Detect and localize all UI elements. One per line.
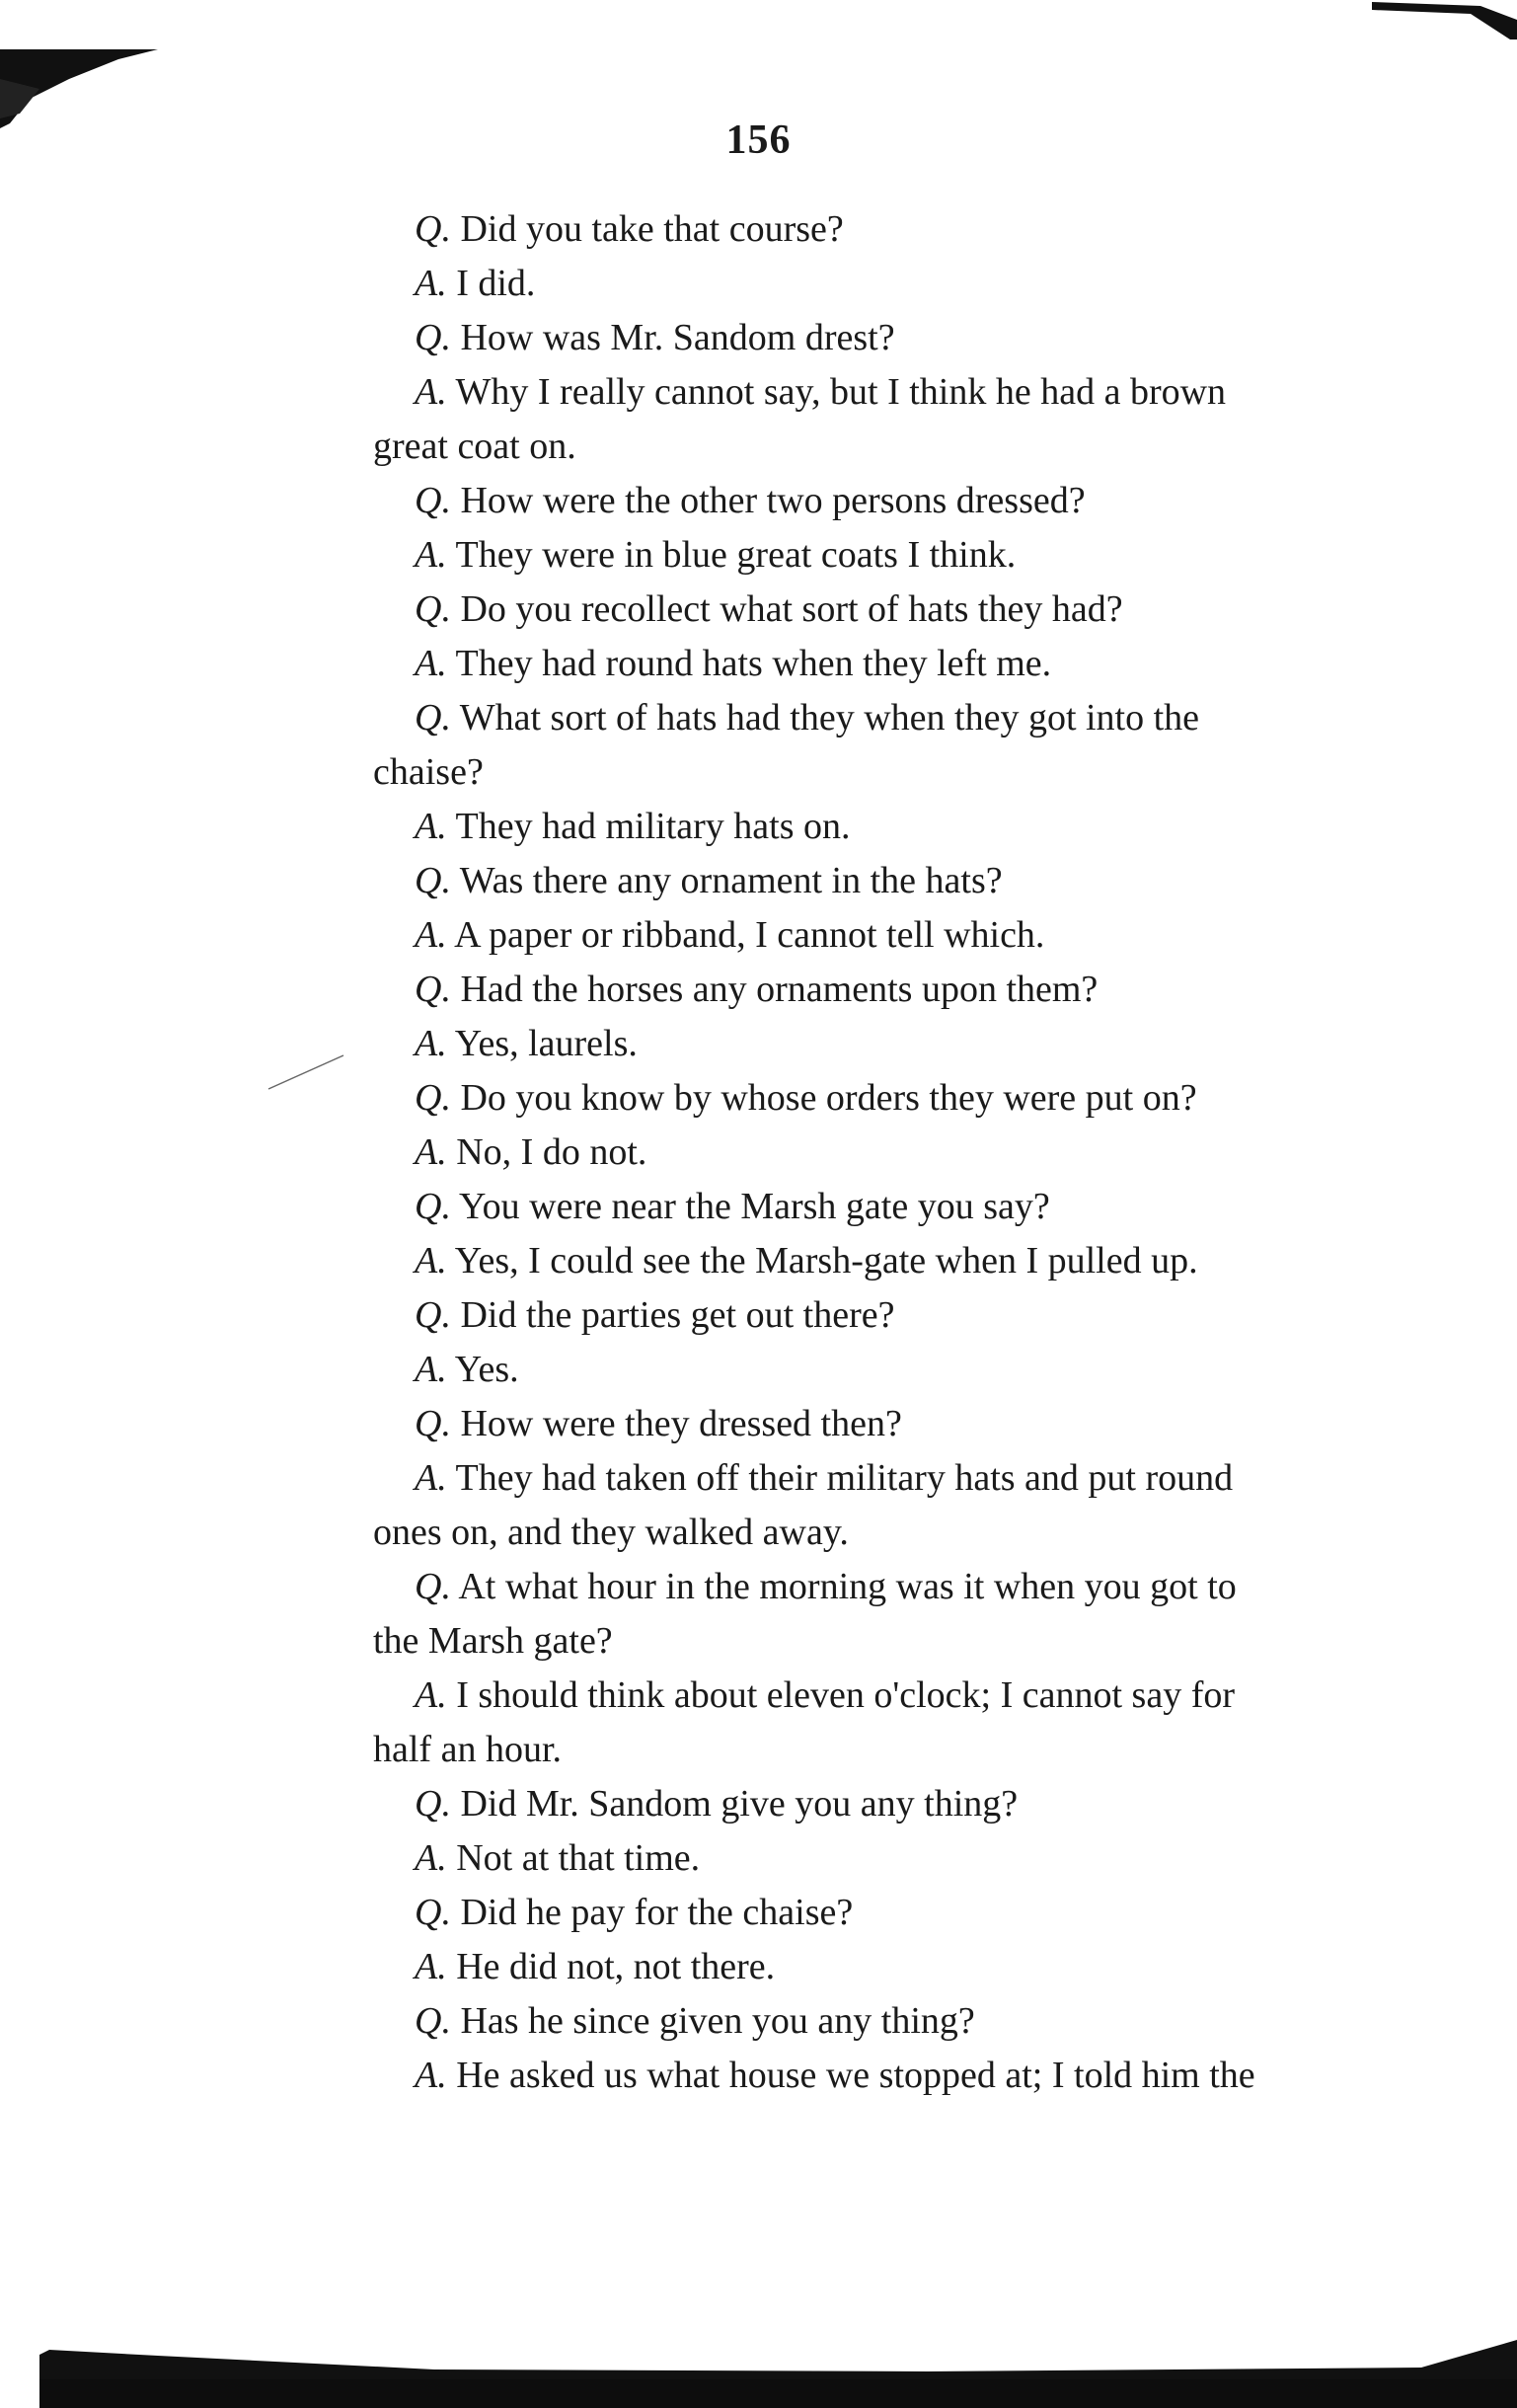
answer-line: [393, 637, 1439, 691]
speaker-label: A.: [415, 1131, 447, 1173]
line-text: Has he since given you any thing?: [450, 2000, 975, 2042]
question-line: [393, 1994, 1439, 2049]
speaker-label: A.: [415, 2055, 447, 2096]
speaker-label: Q.: [415, 1077, 451, 1119]
line-text: How was Mr. Sandom drest?: [450, 317, 895, 358]
question-line: [373, 691, 1439, 800]
scan-bar-bottom: [39, 2310, 1517, 2408]
answer-line: [393, 1234, 1439, 1288]
answer-line: [393, 1126, 1439, 1180]
line-text: They were in blue great coats I think.: [446, 534, 1017, 576]
question-line: [393, 202, 1439, 257]
scan-bar-top-right: [1372, 0, 1517, 39]
line-continuation: ones on, and they walked away.: [373, 1512, 849, 1553]
speaker-label: Q.: [415, 1892, 451, 1933]
answer-line: [373, 365, 1439, 474]
answer-line: [393, 800, 1439, 854]
speaker-label: Q.: [415, 480, 451, 521]
line-text: I did.: [446, 263, 536, 304]
line-text: Yes, I could see the Marsh-gate when I pulled up.: [446, 1240, 1198, 1282]
question-line: [373, 1560, 1439, 1669]
line-text: Did the parties get out there?: [450, 1294, 895, 1336]
speaker-label: A.: [415, 534, 447, 576]
speaker-label: A.: [415, 1674, 447, 1716]
speaker-label: A.: [415, 371, 447, 413]
line-text: Did he pay for the chaise?: [450, 1892, 854, 1933]
speaker-label: Q.: [415, 1566, 451, 1607]
speaker-label: Q.: [415, 1294, 451, 1336]
question-line: [393, 583, 1439, 637]
line-text: He did not, not there.: [446, 1946, 776, 1987]
answer-line: [373, 1669, 1439, 1777]
line-text: Did you take that course?: [450, 208, 844, 250]
line-text: I should think about eleven o'clock; I cannot say for: [446, 1674, 1236, 1716]
speaker-label: Q.: [415, 208, 451, 250]
question-line: [393, 1071, 1439, 1126]
line-text: They had round hats when they left me.: [446, 643, 1052, 684]
line-continuation: chaise?: [373, 751, 484, 793]
answer-line: [393, 2049, 1439, 2103]
speaker-label: Q.: [415, 317, 451, 358]
speaker-label: A.: [415, 1349, 447, 1390]
line-text: They had military hats on.: [446, 806, 851, 847]
question-line: [393, 311, 1439, 365]
speaker-label: Q.: [415, 1403, 451, 1444]
speaker-label: A.: [415, 1837, 447, 1879]
line-text: He asked us what house we stopped at; I told him the: [446, 2055, 1255, 2096]
speaker-label: A.: [415, 643, 447, 684]
speaker-label: Q.: [415, 2000, 451, 2042]
speaker-label: Q.: [415, 1186, 451, 1227]
answer-line: [393, 1831, 1439, 1886]
line-text: A paper or ribband, I cannot tell which.: [446, 914, 1045, 956]
page-number: 156: [725, 117, 792, 163]
answer-line: [393, 908, 1439, 963]
answer-line: [393, 1343, 1439, 1397]
speaker-label: A.: [415, 1240, 447, 1282]
question-line: [393, 854, 1439, 908]
speaker-label: A.: [415, 263, 447, 304]
answer-line: [393, 1940, 1439, 1994]
question-line: [393, 1777, 1439, 1831]
speaker-label: A.: [415, 1946, 447, 1987]
answer-line: [373, 1451, 1439, 1560]
line-text: No, I do not.: [446, 1131, 647, 1173]
line-continuation: the Marsh gate?: [373, 1620, 613, 1662]
line-text: Do you recollect what sort of hats they had?: [450, 588, 1123, 630]
answer-line: [393, 528, 1439, 583]
answer-line: [393, 257, 1439, 311]
line-text: You were near the Marsh gate you say?: [450, 1186, 1050, 1227]
speaker-label: Q.: [415, 860, 451, 901]
line-text: Why I really cannot say, but I think he had a brown: [446, 371, 1227, 413]
line-text: What sort of hats had they when they got into the: [450, 697, 1200, 738]
line-text: At what hour in the morning was it when you got to: [450, 1566, 1237, 1607]
speaker-label: Q.: [415, 1783, 451, 1825]
speaker-label: A.: [415, 1457, 447, 1499]
line-text: Yes.: [446, 1349, 519, 1390]
scan-stray-mark: [266, 1051, 345, 1091]
line-text: Do you know by whose orders they were put on?: [450, 1077, 1197, 1119]
line-text: Did Mr. Sandom give you any thing?: [450, 1783, 1019, 1825]
testimony-text: [373, 202, 1461, 2103]
speaker-label: A.: [415, 1023, 447, 1064]
question-line: [393, 1886, 1439, 1940]
question-line: [393, 963, 1439, 1017]
line-text: Yes, laurels.: [446, 1023, 638, 1064]
scan-smudge-top-left: [0, 20, 168, 128]
line-text: Was there any ornament in the hats?: [450, 860, 1003, 901]
speaker-label: Q.: [415, 969, 451, 1010]
line-text: They had taken off their military hats and put round: [446, 1457, 1234, 1499]
line-text: Not at that time.: [446, 1837, 701, 1879]
question-line: [393, 1180, 1439, 1234]
line-continuation: half an hour.: [373, 1729, 563, 1770]
question-line: [393, 1288, 1439, 1343]
line-text: How were they dressed then?: [450, 1403, 902, 1444]
speaker-label: A.: [415, 914, 447, 956]
answer-line: [393, 1017, 1439, 1071]
speaker-label: Q.: [415, 588, 451, 630]
line-continuation: great coat on.: [373, 426, 576, 467]
speaker-label: A.: [415, 806, 447, 847]
speaker-label: Q.: [415, 697, 451, 738]
line-text: Had the horses any ornaments upon them?: [450, 969, 1099, 1010]
line-text: How were the other two persons dressed?: [450, 480, 1086, 521]
question-line: [393, 474, 1439, 528]
question-line: [393, 1397, 1439, 1451]
